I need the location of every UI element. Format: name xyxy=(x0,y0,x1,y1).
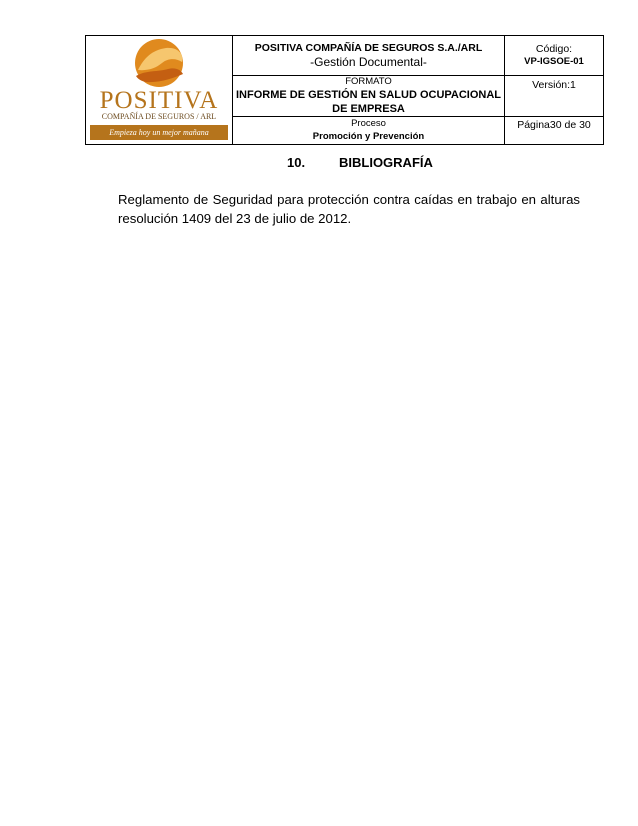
page-number: Página30 de 30 xyxy=(517,119,591,131)
version-text: Versión:1 xyxy=(532,79,576,91)
section-title: BIBLIOGRAFÍA xyxy=(339,155,433,170)
section-heading xyxy=(287,155,433,170)
code-label: Código: xyxy=(535,42,573,55)
logo-cell xyxy=(86,36,233,145)
company-cell xyxy=(233,36,505,76)
code-value: VP-IGSOE-01 xyxy=(524,55,584,67)
document-header-table xyxy=(85,35,604,145)
process-name: Promoción y Prevención xyxy=(312,130,425,142)
logo-brand-text: POSITIVA xyxy=(99,87,219,114)
doc-system: -Gestión Documental- xyxy=(310,55,427,69)
format-cell xyxy=(233,76,505,117)
code-cell xyxy=(505,36,604,76)
company-name: POSITIVA COMPAÑÍA DE SEGUROS S.A./ARL xyxy=(254,42,483,54)
section-number: 10. xyxy=(287,155,306,170)
logo-subtitle: COMPAÑÍA DE SEGUROS / ARL xyxy=(101,112,217,121)
format-label: FORMATO xyxy=(345,76,392,87)
page-cell xyxy=(505,117,604,145)
format-title: INFORME DE GESTIÓN EN SALUD OCUPACIONAL DE EMPRESA xyxy=(235,89,502,115)
process-cell xyxy=(233,117,505,145)
version-cell xyxy=(505,76,604,117)
logo-tagline: Empieza hoy un mejor mañana xyxy=(90,125,228,140)
process-label: Proceso xyxy=(351,117,386,129)
bibliography-entry: Reglamento de Seguridad para protección contra caídas en trabajo en alturas resolución 1409 del 23 de julio de 2012. xyxy=(118,192,580,226)
positiva-logo xyxy=(86,36,232,144)
